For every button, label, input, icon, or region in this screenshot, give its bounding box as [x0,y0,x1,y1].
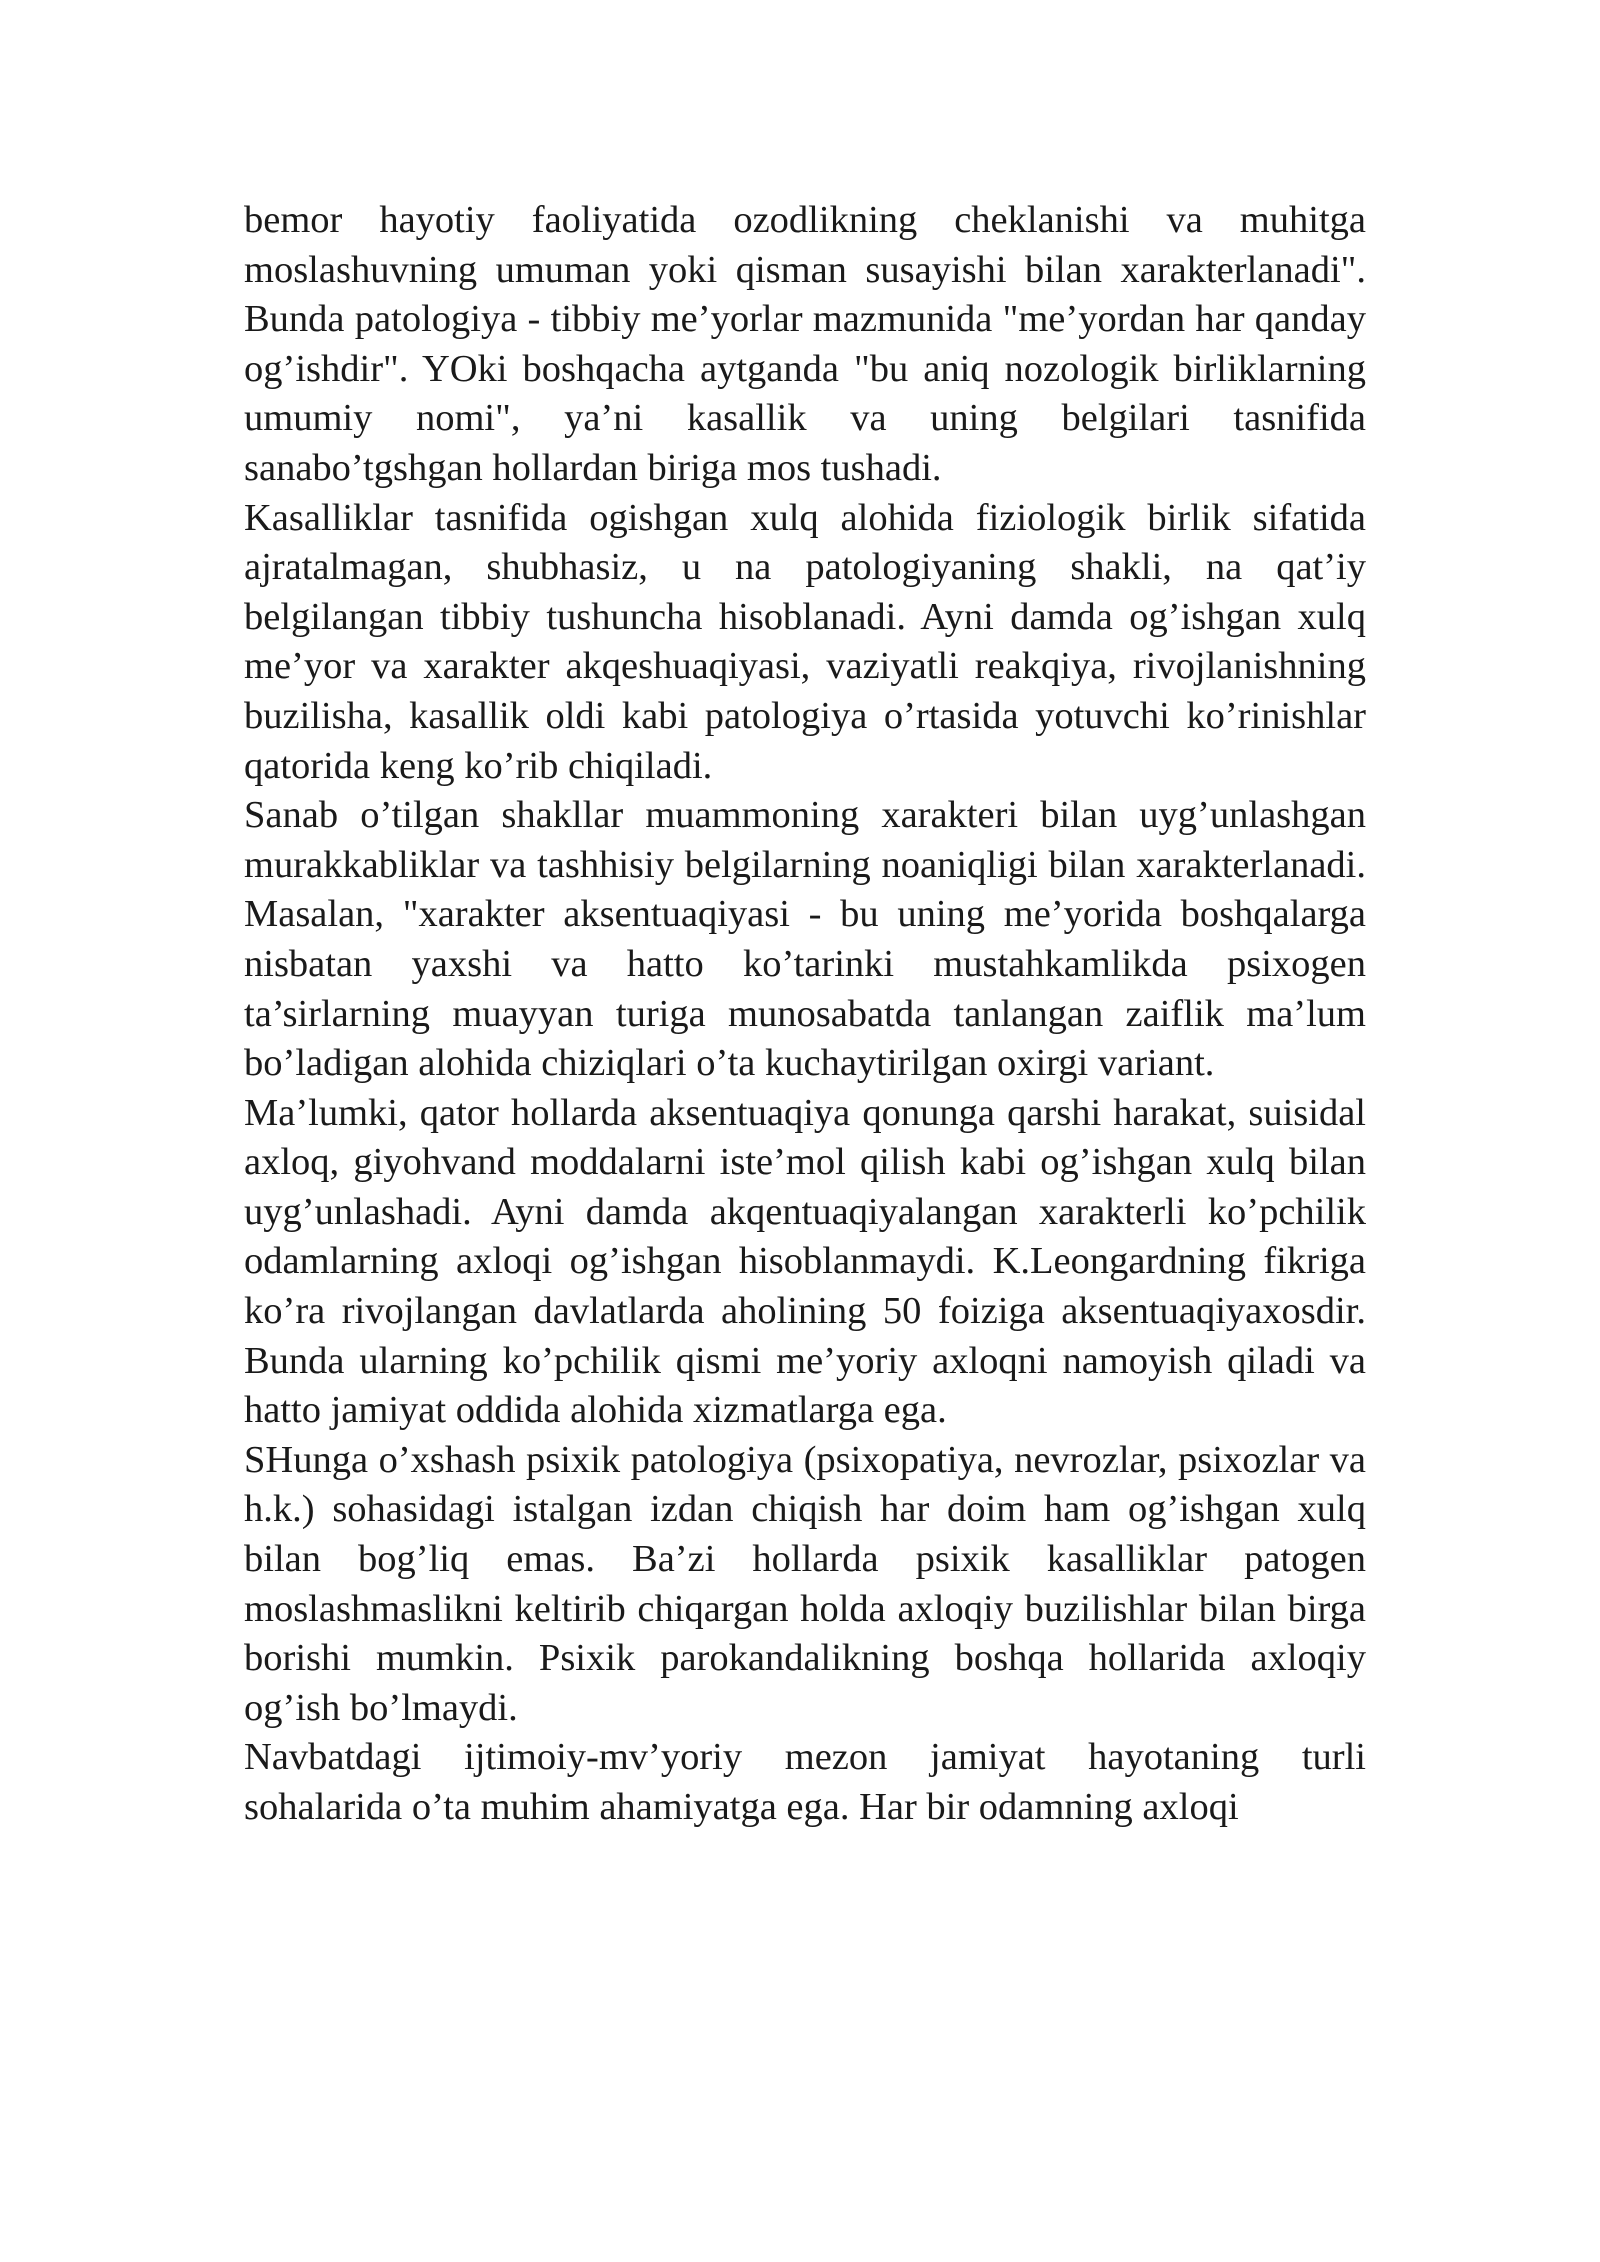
body-text [244,196,1366,1833]
paragraph-5: SHunga o’xshash psixik patologiya (psixopatiya, nevrozlar, psixozlar va h.k.) sohasidagi istalgan izdan chiqish har doim ham og’ishgan xulq bilan bog’liq emas. Ba’zi hollarda psixik kasalliklar patogen moslashmaslikni keltirib chiqargan holda axloqiy buzilishlar bilan birga borishi mumkin. Psixik parokandalikning boshqa hollarida axloqiy og’ish bo’lmaydi. [244,1438,1366,1729]
paragraph-4: Ma’lumki, qator hollarda aksentuaqiya qonunga qarshi harakat, suisidal axloq, giyohvand moddalarni iste’mol qilish kabi og’ishgan xulq bilan uyg’unlashadi. Ayni damda akqentuaqiyalangan xarakterli ko’pchilik odamlarning axloqi og’ishgan hisoblanmaydi. K.Leongardning fikriga ko’ra rivojlangan davlatlarda aholining 50 foiziga aksentuaqiyaxosdir. Bunda ularning ko’pchilik qismi me’yoriy axloqni namoyish qiladi va hatto jamiyat oddida alohida xizmatlarga ega. [244,1091,1366,1432]
paragraph-2: Kasalliklar tasnifida ogishgan xulq alohida fiziologik birlik sifatida ajratalmagan, shubhasiz, u na patologiyaning shakli, na qat’iy belgilangan tibbiy tushuncha hisoblanadi. Ayni damda og’ishgan xulq me’yor va xarakter akqeshuaqiyasi, vaziyatli reakqiya, rivojlanishning buzilisha, kasallik oldi kabi patologiya o’rtasida yotuvchi ko’rinishlar qatorida keng ko’rib chiqiladi. [244,496,1366,787]
paragraph-3: Sanab o’tilgan shakllar muammoning xarakteri bilan uyg’unlashgan murakkabliklar va tashhisiy belgilarning noaniqligi bilan xarakterlanadi. Masalan, "xarakter aksentuaqiyasi - bu uning me’yorida boshqalarga nisbatan yaxshi va hatto ko’tarinki mustahkamlikda psixogen ta’sirlarning muayyan turiga munosabatda tanlangan zaiflik ma’lum bo’ladigan alohida chiziqlari o’ta kuchaytirilgan oxirgi variant. [244,794,1366,1085]
paragraph-1: bemor hayotiy faoliyatida ozodlikning cheklanishi va muhitga moslashuvning umuman yoki qisman susayishi bilan xarakterlanadi". Bunda patologiya - tibbiy me’yorlar mazmunida "me’yordan har qanday og’ishdir". YOki boshqacha aytganda "bu aniq nozologik birliklarning umumiy nomi", ya’ni kasallik va uning belgilari tasnifida sanabo’tgshgan hollardan biriga mos tushadi. [244,199,1366,489]
paragraph-6: Navbatdagi ijtimoiy-mv’yoriy mezon jamiyat hayotaning turli sohalarida o’ta muhim ahamiyatga ega. Har bir odamning axloqi [244,1736,1366,1828]
